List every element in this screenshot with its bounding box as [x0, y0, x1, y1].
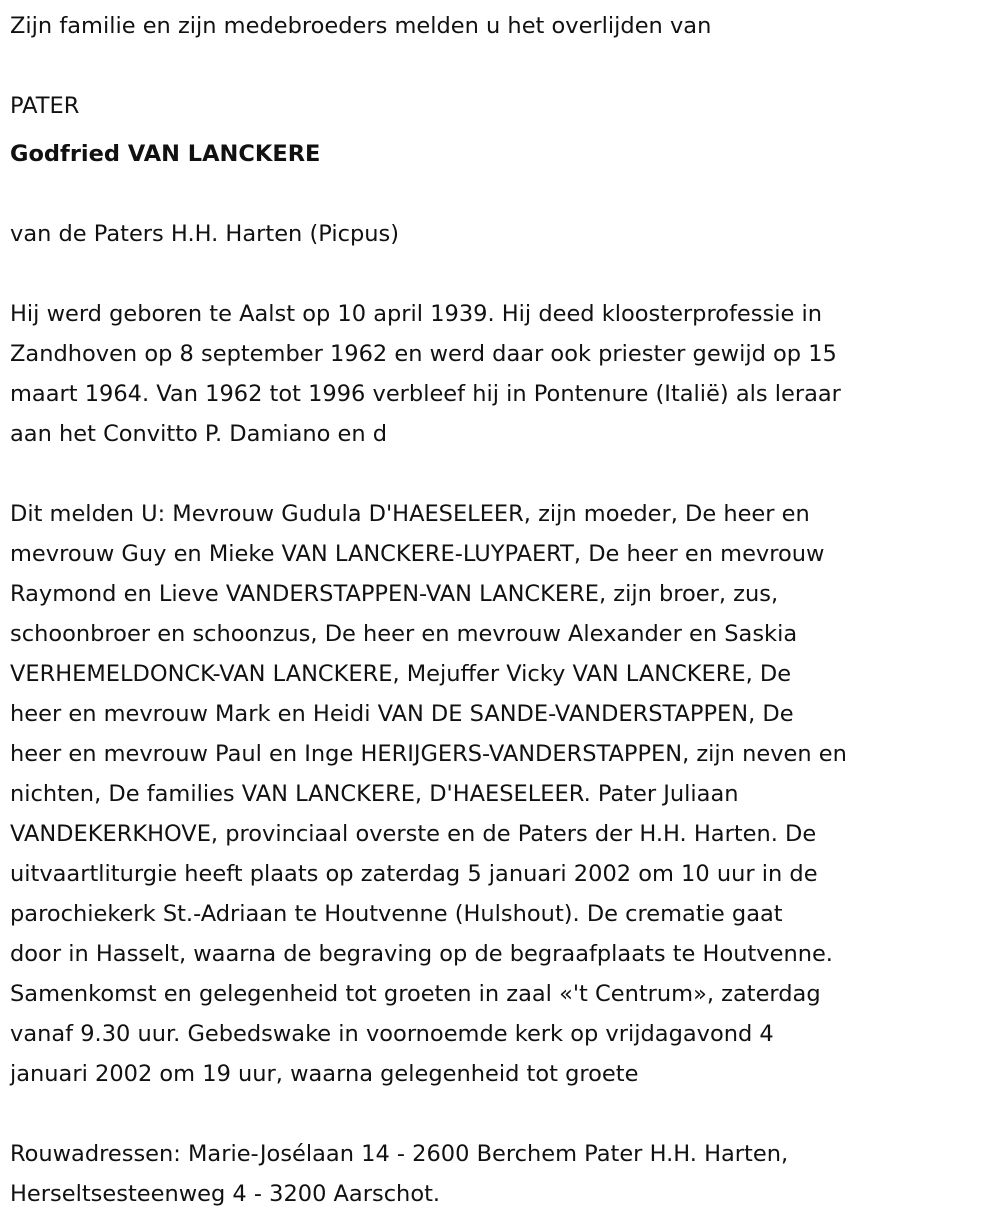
announcement-line: Dit melden U: Mevrouw Gudula D'HAESELEER, zijn moeder, De heer en	[10, 501, 810, 527]
announcement-line: Raymond en Lieve VANDERSTAPPEN-VAN LANCKERE, zijn broer, zus,	[10, 581, 779, 607]
biography-paragraph	[10, 294, 847, 454]
announcement-line: VANDEKERKHOVE, provinciaal overste en de Paters der H.H. Harten. De	[10, 821, 817, 847]
deceased-name: Godfried VAN LANCKERE	[10, 141, 321, 167]
spacer	[10, 174, 847, 214]
biography-line: Zandhoven op 8 september 1962 en werd daar ook priester gewijd op 15	[10, 341, 837, 367]
announcement-line: nichten, De families VAN LANCKERE, D'HAESELEER. Pater Juliaan	[10, 781, 739, 807]
spacer	[10, 254, 847, 294]
biography-line: aan het Convitto P. Damiano en d	[10, 421, 388, 447]
announcement-line: mevrouw Guy en Mieke VAN LANCKERE-LUYPAERT, De heer en mevrouw	[10, 541, 825, 567]
spacer	[10, 46, 847, 86]
biography-line: Hij werd geboren te Aalst op 10 april 1939. Hij deed kloosterprofessie in	[10, 301, 822, 327]
announcement-paragraph	[10, 494, 847, 1094]
spacer	[10, 454, 847, 494]
announcement-line: door in Hasselt, waarna de begraving op de begraafplaats te Houtvenne.	[10, 941, 833, 967]
address-line: Herseltsesteenweg 4 - 3200 Aarschot.	[10, 1181, 441, 1207]
announcement-line: heer en mevrouw Paul en Inge HERIJGERS-VANDERSTAPPEN, zijn neven en	[10, 741, 847, 767]
announcement-line: heer en mevrouw Mark en Heidi VAN DE SANDE-VANDERSTAPPEN, De	[10, 701, 794, 727]
biography-line: maart 1964. Van 1962 tot 1996 verbleef hij in Pontenure (Italië) als leraar	[10, 381, 841, 407]
address-line: Rouwadressen: Marie-Josélaan 14 - 2600 Berchem Pater H.H. Harten,	[10, 1141, 789, 1167]
announcement-line: uitvaartliturgie heeft plaats op zaterdag 5 januari 2002 om 10 uur in de	[10, 861, 818, 887]
title-text: PATER	[10, 93, 80, 119]
announcement-line: schoonbroer en schoonzus, De heer en mevrouw Alexander en Saskia	[10, 621, 798, 647]
order-text: van de Paters H.H. Harten (Picpus)	[10, 221, 399, 247]
announcement-line: parochiekerk St.-Adriaan te Houtvenne (Hulshout). De crematie gaat	[10, 901, 783, 927]
obituary-notice	[10, 6, 847, 1214]
announcement-line: vanaf 9.30 uur. Gebedswake in voornoemde kerk op vrijdagavond 4	[10, 1021, 774, 1047]
announcement-line: januari 2002 om 19 uur, waarna gelegenheid tot groete	[10, 1061, 639, 1087]
addresses-paragraph	[10, 1134, 847, 1214]
announcement-line: Samenkomst en gelegenheid tot groeten in zaal «'t Centrum», zaterdag	[10, 981, 821, 1007]
spacer	[10, 1094, 847, 1134]
announcement-line: VERHEMELDONCK-VAN LANCKERE, Mejuffer Vicky VAN LANCKERE, De	[10, 661, 792, 687]
intro-text: Zijn familie en zijn medebroeders melden u het overlijden van	[10, 13, 712, 39]
